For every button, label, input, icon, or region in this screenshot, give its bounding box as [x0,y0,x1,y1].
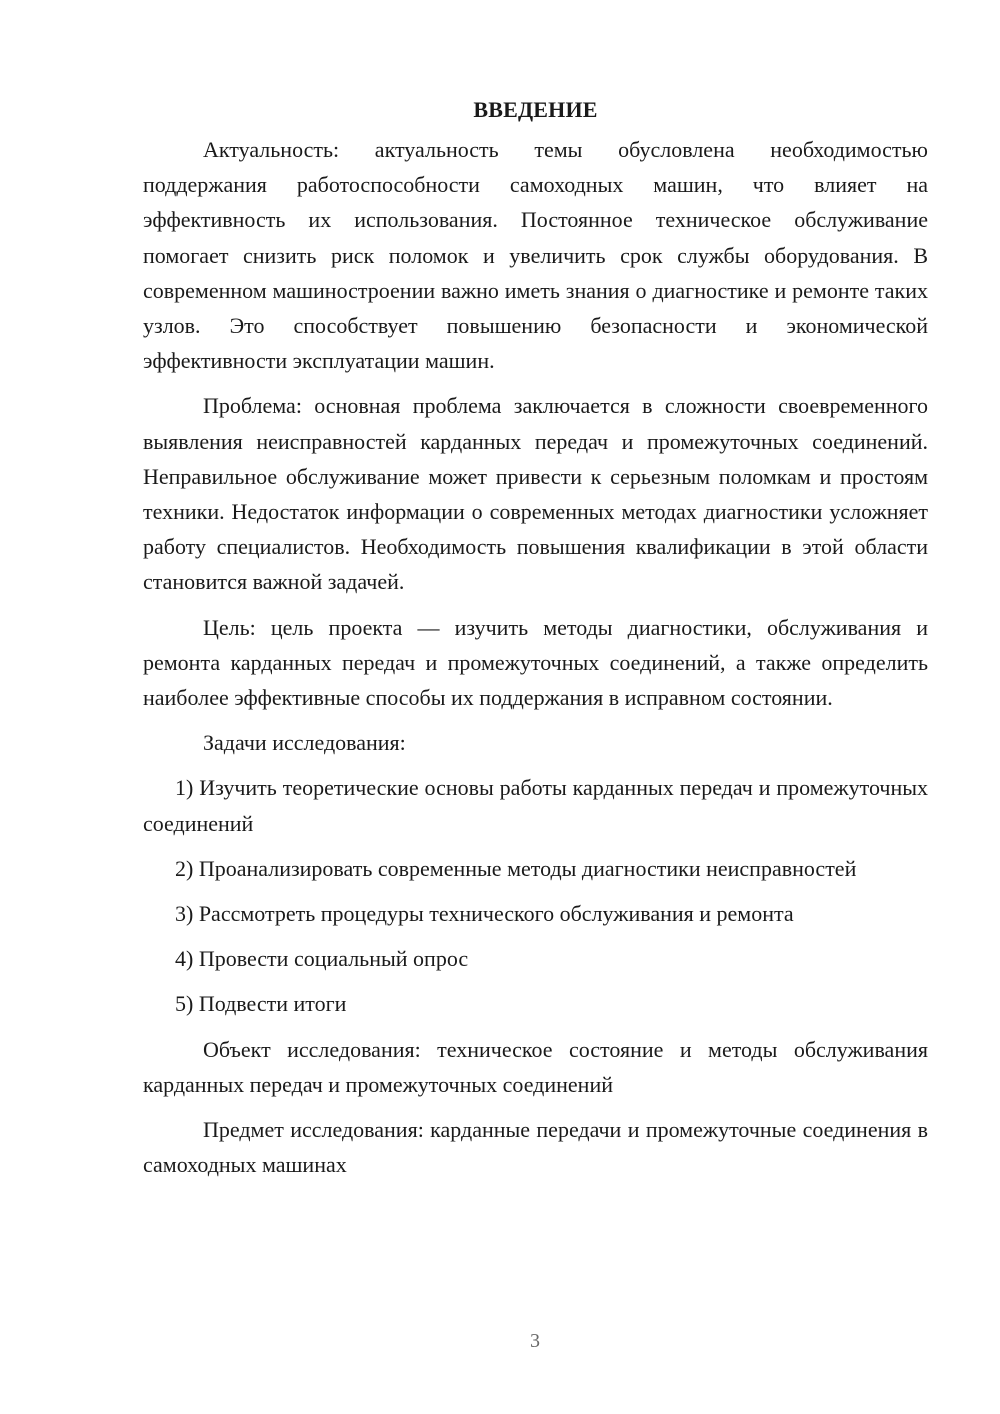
list-item: 1) Изучить теоретические основы работы карданных передач и промежуточных соединений [143,775,928,836]
list-item: 4) Провести социальный опрос [175,946,469,972]
tasks-list [143,770,928,1021]
page-number: 3 [530,1330,540,1352]
paragraph-problem: Проблема: основная проблема заключается в сложности своевременного выявления неисправностей карданных передач и промежуточных соединений. Неправильное обслуживание может привести к серьезным поломкам и простоям техники. Недостаток информации о современных методах диагностики усложняет работу специалистов. Необходимость повышения квалификации в этой области становится важной задачей. [143,393,928,595]
list-item: 3) Рассмотреть процедуры технического обслуживания и ремонта [175,901,794,927]
paragraph-goal: Цель: цель проекта — изучить методы диагностики, обслуживания и ремонта карданных передач и промежуточных соединений, а также определить наиболее эффективные способы их поддержания в исправном состоянии. [143,614,928,711]
tasks-heading: Задачи исследования: [203,730,406,756]
paragraph-object: Объект исследования: техническое состояние и методы обслуживания карданных передач и промежуточных соединений [143,1036,928,1097]
list-item: 2) Проанализировать современные методы диагностики неисправностей [175,855,857,881]
list-item: 5) Подвести итоги [175,991,347,1017]
paragraph-subject: Предмет исследования: карданные передачи и промежуточные соединения в самоходных машинах [143,1117,928,1178]
paragraph-relevance: Актуальность: актуальность темы обусловлена необходимостью поддержания работоспособности самоходных машин, что влияет на эффективность их использования. Постоянное техническое обслуживание помогает снизить риск поломок и увеличить срок службы оборудования. В современном машиностроении важно иметь знания о диагностике и ремонте таких узлов. Это способствует повышению безопасности и экономической эффективности эксплуатации машин. [143,137,928,374]
document-page [143,92,928,1192]
document-title: ВВЕДЕНИЕ [473,97,598,122]
